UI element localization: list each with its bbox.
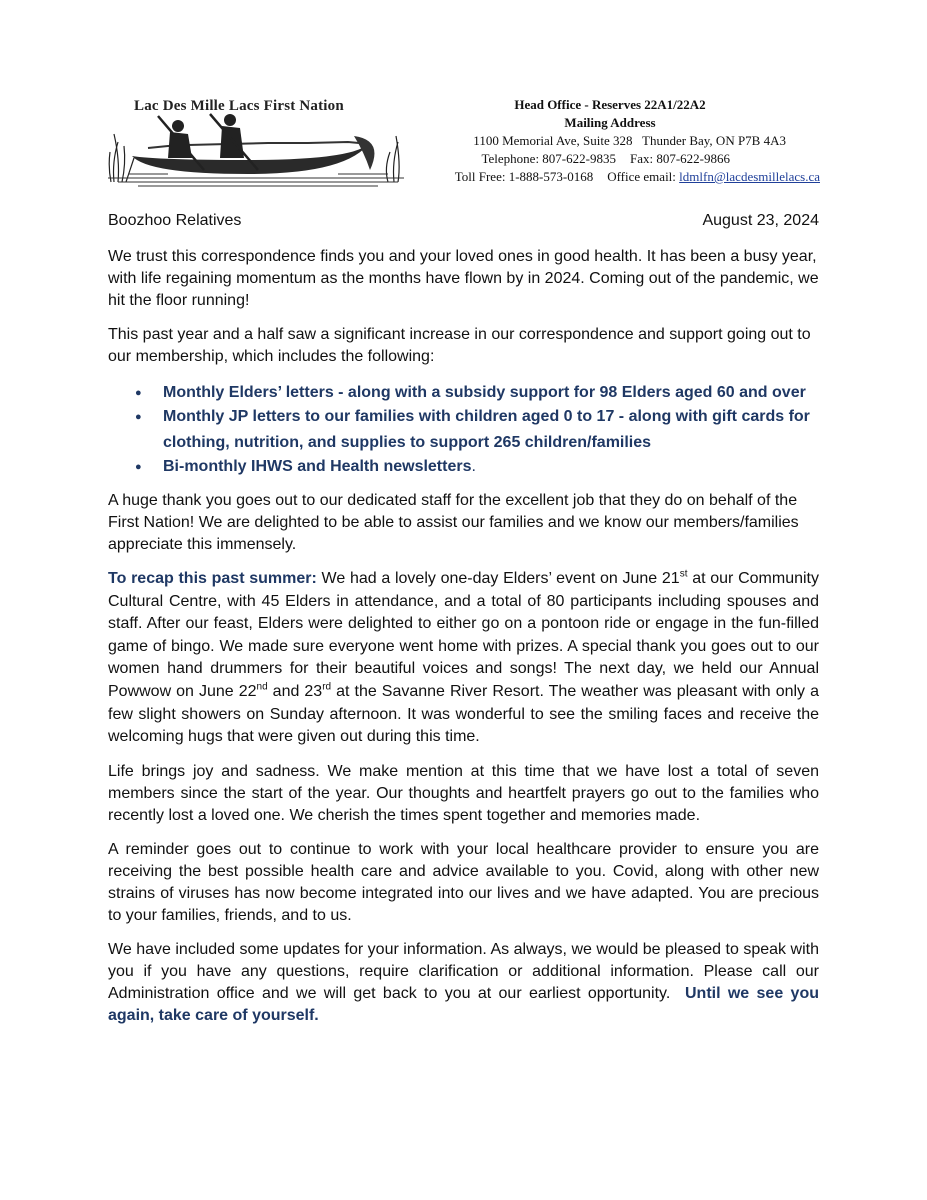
phone-fax-line <box>400 150 820 168</box>
recap-heading: To recap this past summer: <box>108 570 317 587</box>
list-item: ● Monthly JP letters to our families with children aged 0 to 17 - along with gift cards for clothing, nutrition, and supplies to support 265 children/families <box>163 404 819 456</box>
contact-block <box>400 96 820 186</box>
tollfree-email-line <box>400 168 820 186</box>
paragraph-health: A reminder goes out to continue to work with your local healthcare provider to ensure you are receiving the best possible health care and advice available to you. Covid, along with other new strains of viruses has now become integrated into our lives and we have adapted. You are precious to your families, friends, and to us. <box>108 840 819 924</box>
paragraph-recap: To recap this past summer: We had a lovely one-day Elders’ event on June 21st at our Community Cultural Centre, with 45 Elders in attendance, and a total of 80 participants including spouses and staff. After our feast, Elders were delighted to either go on a pontoon ride or engage in the fun-filled game of bingo. We made sure everyone went home with prizes. A special thank you goes out to our women hand drummers for their beautiful voices and songs! The next day, we held our Annual Powwow on June 22nd and 23rd at the Savanne River Resort. The weather was pleasant with only a few slight showers on Sunday afternoon. It was wonderful to see the smiling faces and receive the welcoming hugs that were given out during this time. <box>108 568 819 746</box>
letterhead <box>108 96 820 192</box>
greeting-line <box>108 212 819 230</box>
paragraph-thanks: A huge thank you goes out to our dedicated staff for the excellent job that they do on behalf of the First Nation! We are delighted to be able to assist our families and we know our members/families appreciate this immensely. <box>108 492 799 553</box>
letter-date: August 23, 2024 <box>702 212 819 229</box>
head-office: Head Office - Reserves 22A1/22A2 <box>514 97 706 112</box>
street-address: 1100 Memorial Ave, Suite 328 Thunder Bay, ON P7B 4A3 <box>473 133 786 148</box>
canoe-illustration-icon <box>108 112 408 188</box>
paragraph-membership: This past year and a half saw a significant increase in our correspondence and support going out to our membership, which includes the following: <box>108 326 811 365</box>
list-item: ● Bi-monthly IHWS and Health newsletters. <box>163 454 819 480</box>
fax: Fax: 807-622-9866 <box>629 151 730 166</box>
list-item: ● Monthly Elders’ letters - along with a subsidy support for 98 Elders aged 60 and over <box>163 380 819 406</box>
closing-remark: Until we see you again, take care of yourself. <box>108 984 820 1024</box>
paragraph-loss: Life brings joy and sadness. We make mention at this time that we have lost a total of seven members since the start of the year. Our thoughts and heartfelt prayers go out to the families who recently lost a loved one. We cherish the times spent together and memories made. <box>108 762 819 824</box>
support-list <box>108 380 819 480</box>
letter-body <box>108 246 819 1039</box>
logo-title: Lac Des Mille Lacs First Nation <box>134 98 344 114</box>
mailing-address-label: Mailing Address <box>564 115 656 130</box>
paragraph-intro: We trust this correspondence finds you and your loved ones in good health. It has been a busy year, with life regaining momentum as the months have flown by in 2024. Coming out of the pandemic, we hit the floor running! <box>108 248 819 309</box>
office-email-link[interactable]: ldmlfn@lacdesmillelacs.ca <box>679 169 820 184</box>
first-nation-logo <box>108 98 408 188</box>
greeting: Boozhoo Relatives <box>108 212 242 229</box>
office-email-label: Office email: <box>607 169 676 184</box>
paragraph-updates: We have included some updates for your information. As always, we would be pleased to speak with you if you have any questions, require clarification or additional information. Please call our Administration office and we will get back to you at our earliest opportunity. Until we see you again, take care of yourself. <box>108 940 820 1024</box>
telephone: Telephone: 807-622-9835 <box>481 151 616 166</box>
toll-free: Toll Free: 1-888-573-0168 <box>454 169 594 184</box>
